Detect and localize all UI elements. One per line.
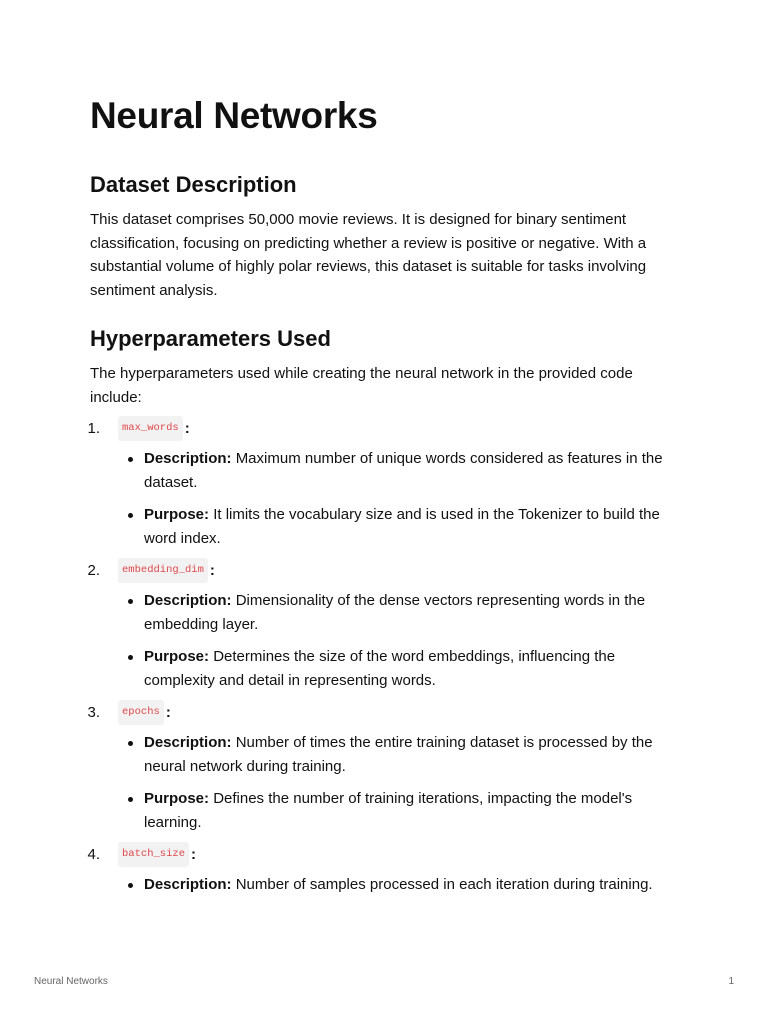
description-text: Dimensionality of the dense vectors representing words in the embedding layer. xyxy=(144,592,646,633)
hyperparameter-item xyxy=(87,843,680,897)
footer-title: Neural Networks xyxy=(34,976,108,987)
colon: : xyxy=(184,419,190,437)
description-bullet xyxy=(144,873,680,897)
description-text: Number of samples processed in each iteration during training. xyxy=(235,876,653,893)
hyperparameters-intro: The hyperparameters used while creating the neural network in the provided code include: xyxy=(90,365,633,406)
list-number: 2. xyxy=(87,562,100,579)
dataset-heading: Dataset Description xyxy=(90,172,297,197)
description-bullet xyxy=(144,447,680,494)
colon: : xyxy=(209,561,215,579)
hyperparameter-name: embedding_dim xyxy=(118,558,208,584)
hyperparameter-details xyxy=(90,589,680,692)
page-number: 1 xyxy=(728,976,734,987)
hyperparameter-header xyxy=(90,559,680,582)
description-label: Description: xyxy=(144,876,232,893)
description-text: Maximum number of unique words considered as features in the dataset. xyxy=(144,450,663,491)
document-body xyxy=(87,92,680,906)
bullet-icon xyxy=(128,457,133,462)
hyperparameter-item xyxy=(87,417,680,550)
page-title: Neural Networks xyxy=(90,95,378,136)
hyperparameter-name: batch_size xyxy=(118,842,189,868)
bullet-icon xyxy=(128,513,133,518)
colon: : xyxy=(191,845,197,863)
purpose-bullet xyxy=(144,645,680,692)
hyperparameter-list xyxy=(87,417,680,897)
bullet-icon xyxy=(128,883,133,888)
description-label: Description: xyxy=(144,592,232,609)
purpose-text: Determines the size of the word embeddings, influencing the complexity and detail in representing words. xyxy=(144,648,616,689)
purpose-label: Purpose: xyxy=(144,506,210,523)
hyperparameter-header xyxy=(90,417,680,440)
hyperparameter-header xyxy=(90,701,680,724)
bullet-icon xyxy=(128,797,133,802)
description-text: Number of times the entire training dataset is processed by the neural network during training. xyxy=(144,734,653,775)
description-bullet xyxy=(144,731,680,778)
hyperparameter-name: max_words xyxy=(118,416,183,442)
purpose-label: Purpose: xyxy=(144,648,210,665)
list-number: 4. xyxy=(87,846,100,863)
hyperparameter-header xyxy=(90,843,680,866)
hyperparameter-details xyxy=(90,873,680,897)
hyperparameter-details xyxy=(90,731,680,834)
description-label: Description: xyxy=(144,734,232,751)
dataset-description: This dataset comprises 50,000 movie reviews. It is designed for binary sentiment classification, focusing on predicting whether a review is positive or negative. With a substantial volume of highly polar reviews, this dataset is suitable for tasks involving sentiment analysis. xyxy=(90,211,647,299)
purpose-label: Purpose: xyxy=(144,790,210,807)
purpose-text: Defines the number of training iterations, impacting the model's learning. xyxy=(144,790,633,831)
list-number: 3. xyxy=(87,704,100,721)
bullet-icon xyxy=(128,741,133,746)
hyperparameters-heading: Hyperparameters Used xyxy=(90,326,331,351)
hyperparameter-item xyxy=(87,701,680,834)
colon: : xyxy=(165,703,171,721)
bullet-icon xyxy=(128,599,133,604)
bullet-icon xyxy=(128,655,133,660)
list-number: 1. xyxy=(87,420,100,437)
description-bullet xyxy=(144,589,680,636)
hyperparameter-name: epochs xyxy=(118,700,164,726)
purpose-bullet xyxy=(144,503,680,550)
purpose-text: It limits the vocabulary size and is used in the Tokenizer to build the word index. xyxy=(144,506,660,547)
description-label: Description: xyxy=(144,450,232,467)
purpose-bullet xyxy=(144,787,680,834)
hyperparameter-item xyxy=(87,559,680,692)
hyperparameter-details xyxy=(90,447,680,550)
